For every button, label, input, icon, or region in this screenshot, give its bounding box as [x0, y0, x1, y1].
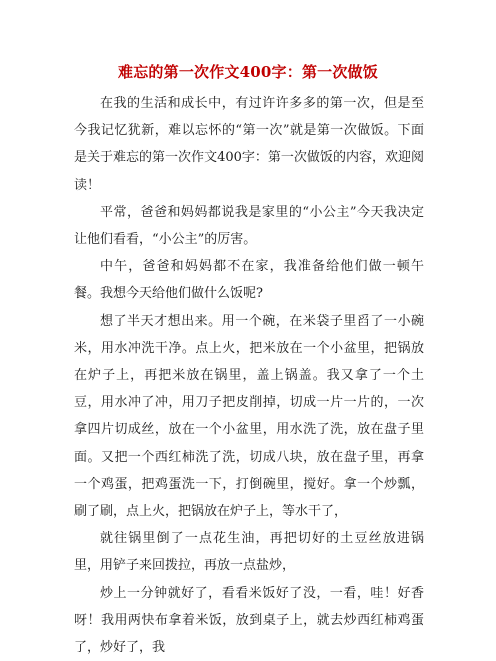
- paragraph: 中午，爸爸和妈妈都不在家，我准备给他们做一顿午餐。我想今天给他们做什么饭呢?: [74, 259, 424, 302]
- paragraph: 平常，爸爸和妈妈都说我是家里的“小公主”今天我决定让他们看看，“小公主”的厉害。: [74, 204, 424, 248]
- paragraph: 就往锅里倒了一点花生油，再把切好的土豆丝放进锅里，用铲子来回拨拉，再放一点盐炒，: [74, 531, 424, 574]
- paragraph: 炒上一分钟就好了，看看米饭好了没，一看，哇！好香呀！我用两快布拿着米饭，放到桌子上，就去炒西红柿鸡蛋了，炒好了，我: [74, 585, 424, 656]
- document-body: [74, 90, 424, 661]
- paragraph: 想了半天才想出来。用一个碗，在米袋子里舀了一小碗米，用水冲洗干净。点上火，把米放在一个小盆里，把锅放在炉子上，再把米放在锅里，盖上锅盖。我又拿了一个土豆，用水冲了冲，用刀子把皮削掉，切成一片一片的，一次拿四片切成丝，放在一个小盆里，用水洗了洗，放在盘子里面。又把一个西红柿洗了洗，切成八块，放在盘子里，再拿一个鸡蛋，把鸡蛋洗一下，打倒碗里，搅好。拿一个炒瓢，刷了刷，点上火，把锅放在炉子上，等水干了，: [74, 313, 424, 520]
- paragraph: 在我的生活和成长中，有过许许多多的第一次，但是至今我记忆犹新，难以忘怀的“第一次”就是第一次做饭。下面是关于难忘的第一次作文400字：第一次做饭的内容，欢迎阅读！: [74, 96, 424, 193]
- document-title: 难忘的第一次作文400字：第一次做饭: [118, 63, 378, 81]
